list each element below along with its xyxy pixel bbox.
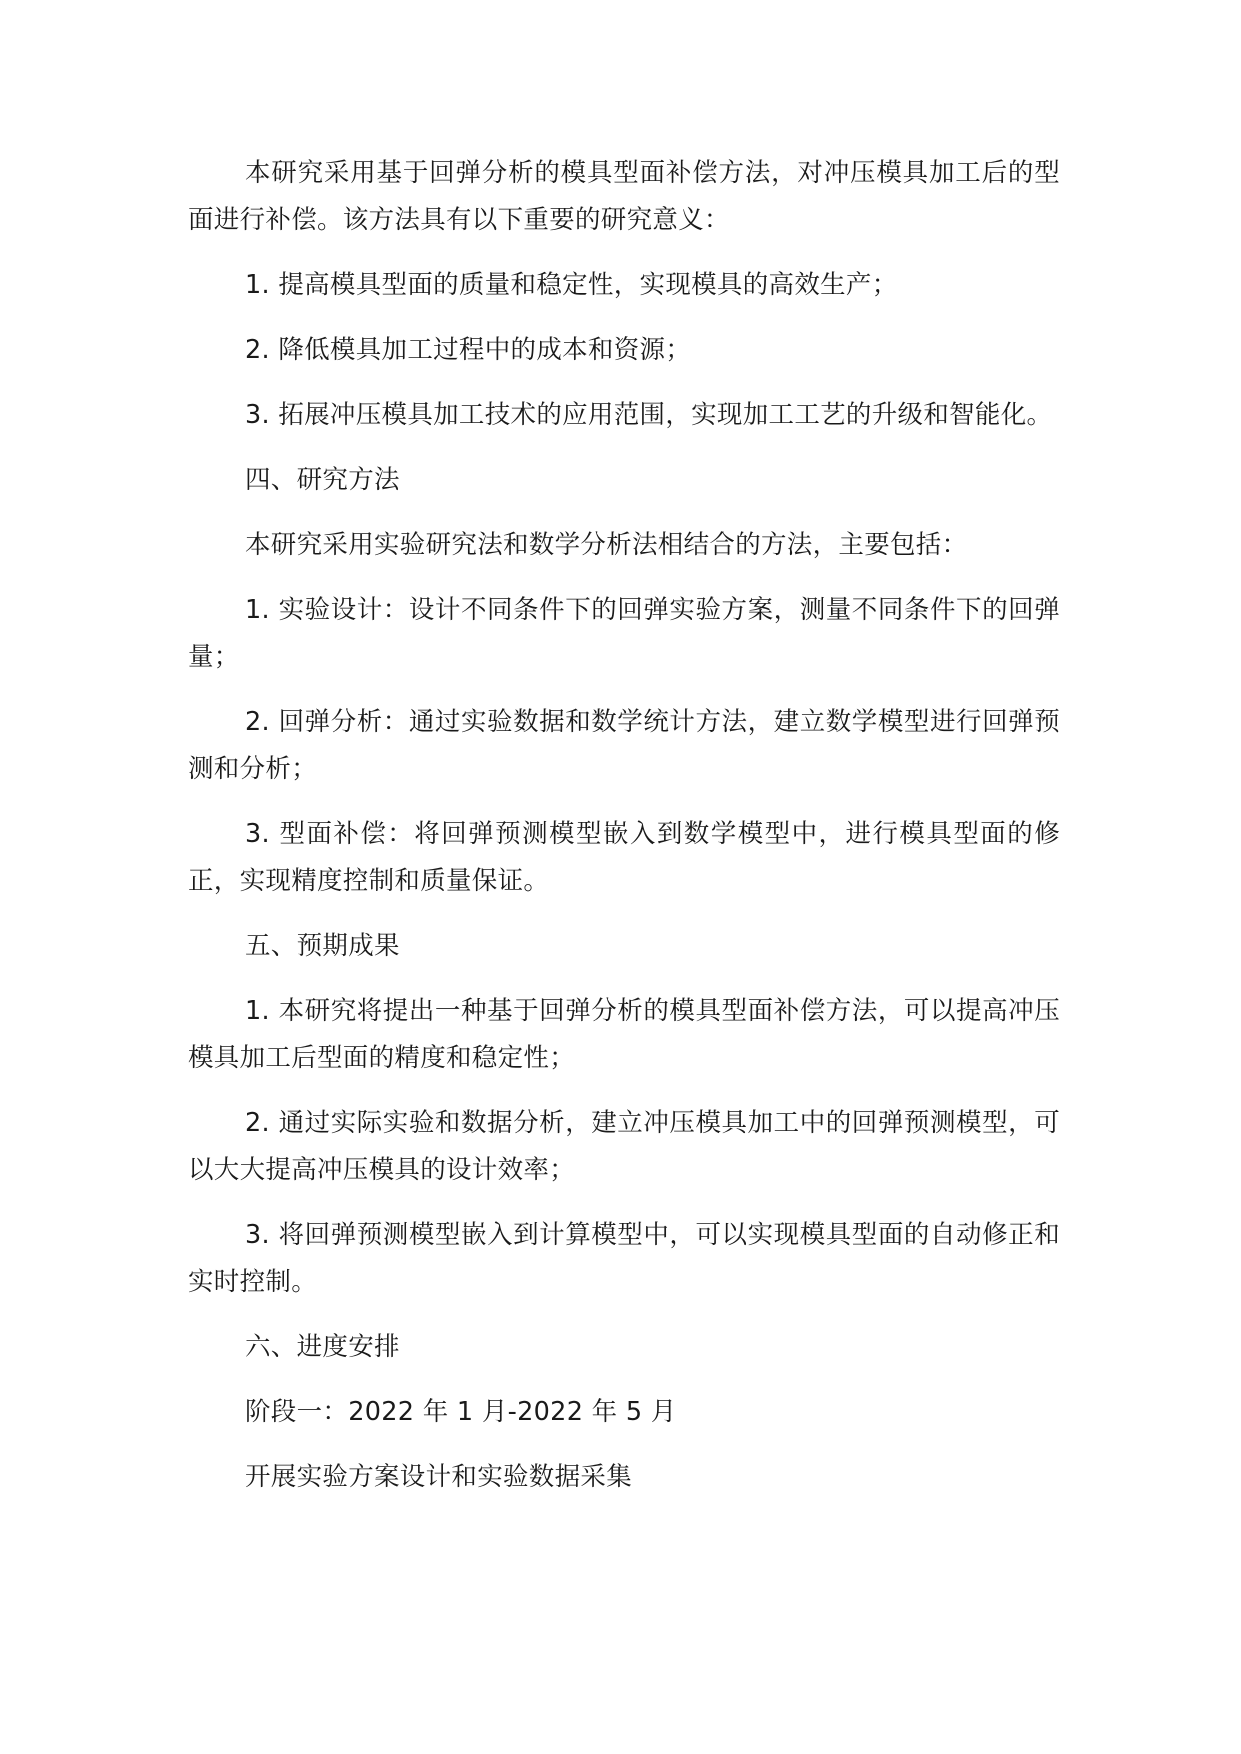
list-item-result-1: 1. 本研究将提出一种基于回弹分析的模具型面补偿方法，可以提高冲压模具加工后型面的精度和稳定性； [188,996,1060,1073]
schedule-stage-1-dates: 阶段一：2022 年 1 月-2022 年 5 月 [245,1397,677,1427]
list-item-significance-3: 3. 拓展冲压模具加工技术的应用范围，实现加工工艺的升级和智能化。 [245,400,1053,430]
list-item-result-3: 3. 将回弹预测模型嵌入到计算模型中，可以实现模具型面的自动修正和实时控制。 [188,1220,1060,1297]
list-item-method-1: 1. 实验设计：设计不同条件下的回弹实验方案，测量不同条件下的回弹量； [188,595,1060,672]
schedule-stage-1-task: 开展实验方案设计和实验数据采集 [245,1462,633,1492]
document-body [188,150,1060,1501]
list-item-significance-1: 1. 提高模具型面的质量和稳定性，实现模具的高效生产； [245,270,898,300]
paragraph-methods-intro: 本研究采用实验研究法和数学分析法相结合的方法，主要包括： [245,530,968,560]
list-item-method-2: 2. 回弹分析：通过实验数据和数学统计方法，建立数学模型进行回弹预测和分析； [188,707,1060,784]
paragraph-significance-intro: 本研究采用基于回弹分析的模具型面补偿方法，对冲压模具加工后的型面进行补偿。该方法具有以下重要的研究意义： [188,158,1060,235]
list-item-method-3: 3. 型面补偿：将回弹预测模型嵌入到数学模型中，进行模具型面的修正，实现精度控制和质量保证。 [188,819,1060,896]
section-heading-expected-results: 五、预期成果 [245,931,400,961]
list-item-significance-2: 2. 降低模具加工过程中的成本和资源； [245,335,692,365]
section-heading-methods: 四、研究方法 [245,465,400,495]
list-item-result-2: 2. 通过实际实验和数据分析，建立冲压模具加工中的回弹预测模型，可以大大提高冲压模具的设计效率； [188,1108,1060,1185]
section-heading-schedule: 六、进度安排 [245,1332,400,1362]
